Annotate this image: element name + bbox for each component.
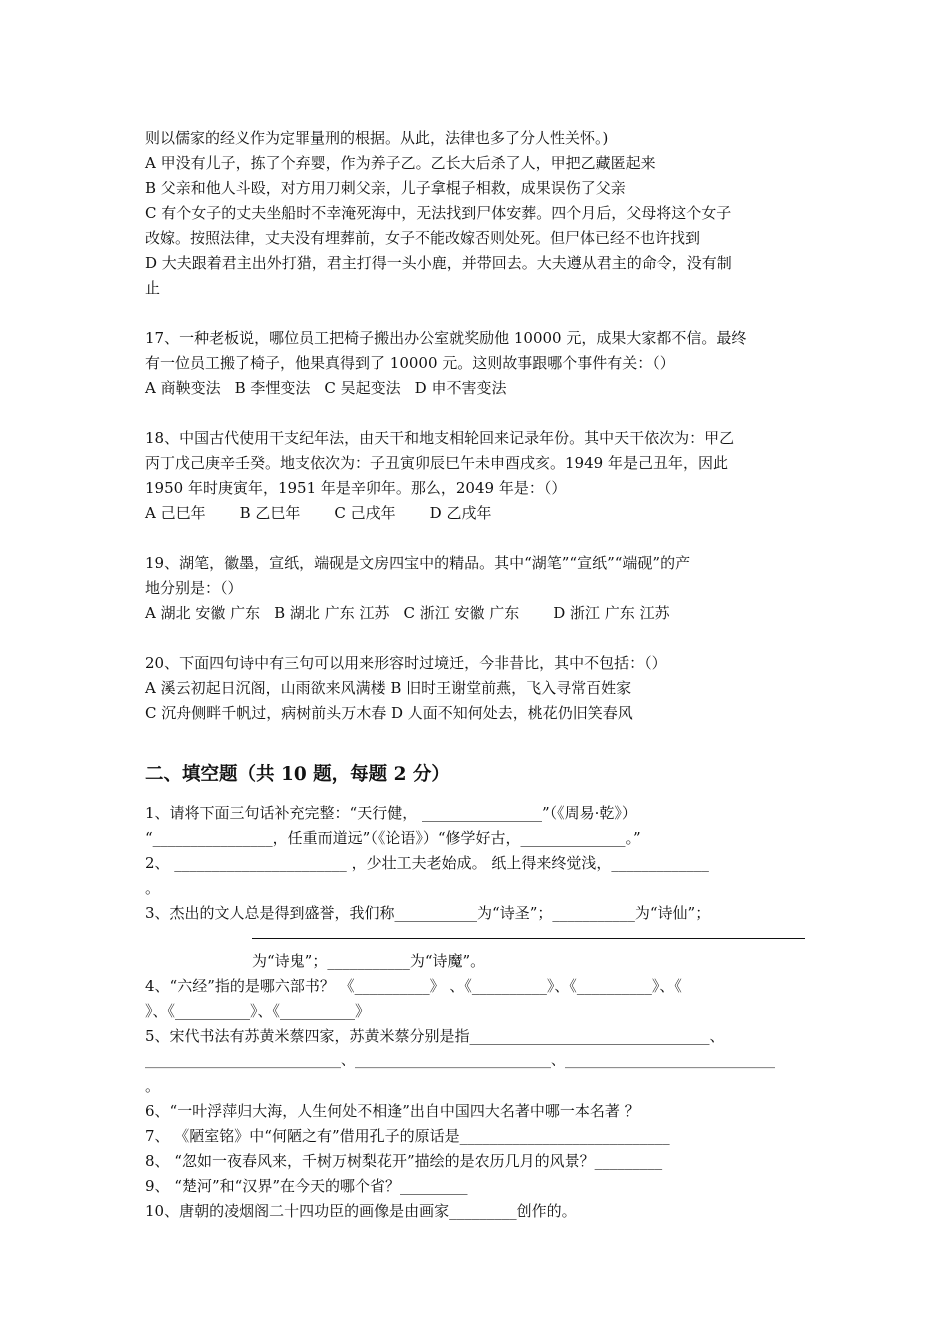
prev-question-option-a: A 甲没有儿子，拣了个弃婴，作为养子乙。乙长大后杀了人，甲把乙藏匿起来 xyxy=(145,154,656,172)
prev-question-option-c-line1: C 有个女子的丈夫坐船时不幸淹死海中，无法找到尸体安葬。四个月后，父母将这个女子 xyxy=(145,204,732,222)
q19-option-c: C 浙江 安徽 广东 xyxy=(403,604,520,622)
q17-line1: 17、一种老板说，哪位员工把椅子搬出办公室就奖励他 10000 元，成果大家都不信。最终 xyxy=(145,329,747,347)
fill6: 6、“一叶浮萍归大海，人生何处不相逢”出自中国四大名著中哪一本名著 ？ xyxy=(145,1102,640,1120)
fill1-line2: “________________，任重而道远”（《论语》）“修学好古，______________。” xyxy=(145,829,641,847)
q17-options xyxy=(145,378,506,398)
prev-question-option-d-line1: D 大夫跟着君主出外打猎，君主打得一头小鹿，并带回去。大夫遵从君主的命令，没有制 xyxy=(145,254,732,272)
q17-option-d: D 申不害变法 xyxy=(414,379,507,397)
fill10: 10、唐朝的凌烟阁二十四功臣的画像是由画家_________创作的。 xyxy=(145,1202,577,1220)
q20-line2: A 溪云初起日沉阁，山雨欲来风满楼 B 旧时王谢堂前燕，飞入寻常百姓家 xyxy=(145,679,632,697)
prev-question-option-c-line2: 改嫁。按照法律，丈夫没有埋葬前，女子不能改嫁否则处死。但尸体已经不也许找到 xyxy=(145,229,701,247)
q20-line3: C 沉舟侧畔千帆过，病树前头万木春 D 人面不知何处去，桃花仍旧笑春风 xyxy=(145,704,633,722)
fill4-line2: 》、《__________》、《__________》 xyxy=(145,1002,371,1020)
q19-line2: 地分别是：（） xyxy=(145,579,243,597)
q17-option-b: B 李悝变法 xyxy=(234,379,311,397)
fill3-line1: 3、杰出的文人总是得到盛誉，我们称___________为“诗圣”；___________为“诗仙”； xyxy=(145,904,711,922)
q18-option-a: A 己巳年 xyxy=(145,504,206,522)
q19-line1: 19、湖笔，徽墨，宣纸，端砚是文房四宝中的精品。其中“湖笔”“宣纸”“端砚”的产 xyxy=(145,554,691,572)
fill2-line2: 。 xyxy=(145,879,161,897)
q19-option-b: B 湖北 广东 江苏 xyxy=(274,604,390,622)
fill5-line1: 5、宋代书法有苏黄米蔡四家，苏黄米蔡分别是指________________________________、 xyxy=(145,1027,725,1045)
prev-question-option-b: B 父亲和他人斗殴，对方用刀刺父亲，儿子拿棍子相救，成果误伤了父亲 xyxy=(145,179,626,197)
fill8: 8、 “忽如一夜春风来，千树万树梨花开”描绘的是农历几月的风景？_________ xyxy=(145,1152,663,1170)
q18-line3: 1950 年时庚寅年，1951 年是辛卯年。那么，2049 年是：（） xyxy=(145,479,567,497)
section2-title: 二、填空题（共 10 题，每题 2 分） xyxy=(145,764,450,785)
fill5-line3: 。 xyxy=(145,1077,161,1095)
q18-line2: 丙丁戊己庚辛壬癸。地支依次为：子丑寅卯辰巳午未申酉戌亥。1949 年是己丑年，因此 xyxy=(145,454,728,472)
fill1-line1: 1、请将下面三句话补充完整：“天行健， ________________”（《周易·乾》） xyxy=(145,804,637,822)
fill9: 9、 “楚河”和“汉界”在今天的哪个省？_________ xyxy=(145,1177,468,1195)
q19-options xyxy=(145,603,670,623)
fill4-line1: 4、“六经”指的是哪六部书？ 《__________》 、《__________》、《__________》、《 xyxy=(145,977,682,995)
q18-line1: 18、中国古代使用干支纪年法，由天干和地支相轮回来记录年份。其中天干依次为：甲乙 xyxy=(145,429,735,447)
fill7: 7、 《陋室铭》中“何陋之有”借用孔子的原话是____________________________ xyxy=(145,1127,670,1145)
fill2-line1: 2、 _______________________ ，少壮工夫老始成。 纸上得来终觉浅，_____________ xyxy=(145,854,709,872)
q17-option-a: A 商鞅变法 xyxy=(145,379,221,397)
q17-option-c: C 吴起变法 xyxy=(324,379,401,397)
prev-question-option-d-line2: 止 xyxy=(145,279,161,297)
q18-option-b: B 乙巳年 xyxy=(239,504,301,522)
q19-option-a: A 湖北 安徽 广东 xyxy=(145,604,261,622)
fill5-line2: ____________________________、____________________________、______________________________ xyxy=(145,1053,775,1069)
q19-option-d: D 浙江 广东 江苏 xyxy=(553,604,670,622)
q18-options xyxy=(145,503,491,523)
q18-option-d: D 乙戌年 xyxy=(429,504,492,522)
prev-question-stem-tail: 则以儒家的经义作为定罪量刑的根据。从此，法律也多了分人性关怀。) xyxy=(145,129,609,147)
fill3-line3: 为“诗鬼”；___________为“诗魔”。 xyxy=(252,952,486,970)
q17-line2: 有一位员工搬了椅子，他果真得到了 10000 元。这则故事跟哪个事件有关：（） xyxy=(145,354,675,372)
q20-line1: 20、下面四句诗中有三句可以用来形容时过境迁，今非昔比，其中不包括：（） xyxy=(145,654,667,672)
fill3-answer-rule xyxy=(252,938,805,939)
q18-option-c: C 己戌年 xyxy=(334,504,396,522)
